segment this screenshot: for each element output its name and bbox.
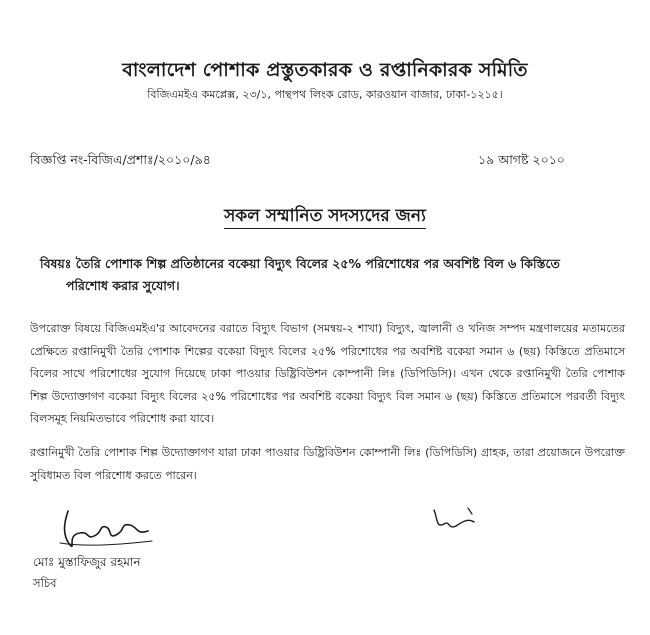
salutation-heading (0, 203, 650, 231)
initial-signature (428, 500, 488, 540)
notice-date: ১৯ আগষ্ট ২০১০ (478, 152, 565, 167)
handwritten-signature (56, 505, 166, 555)
subject-line-1: বিষয়ঃ তৈরি পোশাক শিল্প প্রতিষ্ঠানের বকেয়া বিদ্যুৎ বিলের ২৫% পরিশোধের পর অবশিষ্ট বিল ৬ কিস্তিতে (40, 256, 560, 271)
body-paragraph-2: রপ্তানিমুখী তৈরি পোশাক শিল্প উদ্যোক্তাগণ যারা ঢাকা পাওয়ার ডিষ্ট্রিবিউশন কোম্পানী লিঃ (ডিপিডিসি) গ্রাহক, তারা প্রয়োজনে উপরোক্ত সুবিধামত বিল পরিশোধ করতে পারেন। (30, 446, 625, 482)
body-paragraph-1: উপরোক্ত বিষয়ে বিজিএমইএ'র আবেদনের বরাতে বিদ্যুৎ বিভাগ (সমন্বয়-২ শাখা) বিদ্যুৎ, জ্বালানী ও খনিজ সম্পদ মন্ত্রণালয়ের মতামতের প্রেক্ষিতে রপ্তানিমুখী তৈরি পোশাক শিল্পের বকেয়া বিদ্যুৎ বিলের ২৫% পরিশোধের পর অবশিষ্ট বকেয়া সমান ৬ (ছয়) কিস্তিতে প্রতিমাসে বিলের সাথে পরিশোধের সুযোগ দিয়েছে ঢাকা পাওয়ার ডিষ্ট্রিবিউশন কোম্পানী লিঃ (ডিপিডিসি)। এখন থেকে রপ্তানিমুখী তৈরি পোশাক শিল্প উদ্যোক্তাগণ বকেয়া বিদ্যুৎ বিলের ২৫% পরিশোধের পর অবশিষ্ট বকেয়া বিদ্যুৎ বিল সমান ৬ (ছয়) কিস্তিতে প্রতিমাসে পরবর্তী বিদ্যুৎ বিলসমূহ নিয়মিতভাবে পরিশোধ করা যাবে। (30, 322, 625, 425)
organization-address: বিজিএমইএ কমপ্লেক্স, ২৩/১, পান্থপথ লিংক রোড, কারওয়ান বাজার, ঢাকা-১২১৫। (147, 88, 503, 101)
signatory-name: মোঃ মুস্তাফিজুর রহমান (33, 555, 141, 569)
reference-number: বিজ্ঞপ্তি নং-বিজিএ/প্রশাঃ/২০১০/৯৪ (30, 152, 211, 167)
signatory-title: সচিব (33, 576, 57, 590)
subject-line-2: পরিশোধ করার সুযোগ। (66, 278, 180, 293)
salutation-text: সকল সম্মানিত সদস্যদের জন্য (224, 206, 426, 229)
subject-block (40, 253, 630, 297)
organization-name: বাংলাদেশ পোশাক প্রস্তুতকারক ও রপ্তানিকারক সমিতি (122, 59, 528, 81)
